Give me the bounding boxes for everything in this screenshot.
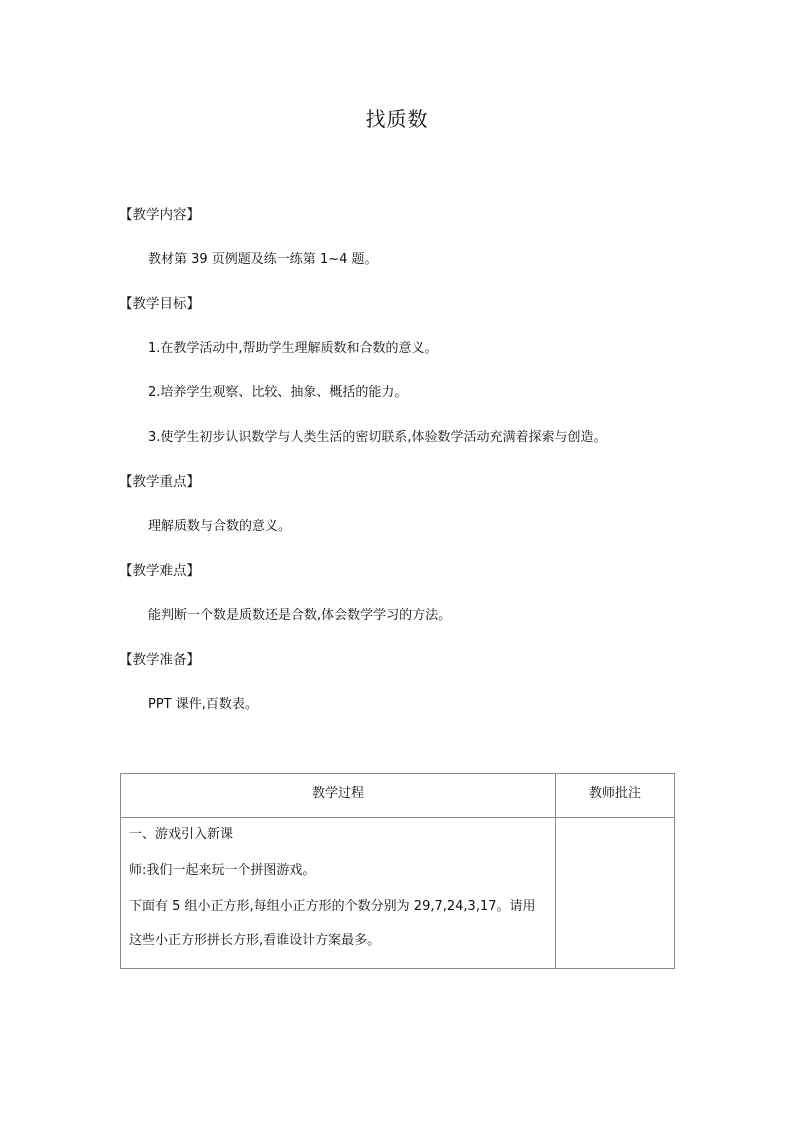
section-paragraph: 能判断一个数是质数还是合数,体会数学学习的方法。: [148, 608, 452, 623]
table-cell-process: [121, 818, 556, 969]
section-paragraph: 1.在教学活动中,帮助学生理解质数和合数的意义。: [148, 341, 438, 356]
section-paragraph: 3.使学生初步认识数学与人类生活的密切联系,体验数学活动充满着探索与创造。: [148, 430, 607, 445]
section-paragraph: 理解质数与合数的意义。: [148, 519, 292, 534]
section-heading-preparation: 【教学准备】: [119, 652, 200, 668]
section-heading-goals: 【教学目标】: [119, 296, 200, 312]
table-header-notes: 教师批注: [556, 774, 675, 818]
section-heading-content: 【教学内容】: [119, 207, 200, 223]
teaching-process-table: [120, 773, 675, 969]
section-paragraph: 2.培养学生观察、比较、抽象、概括的能力。: [148, 385, 408, 400]
table-row: [121, 818, 675, 969]
process-line: 一、游戏引入新课: [129, 827, 234, 842]
process-line: 师:我们一起来玩一个拼图游戏。: [129, 863, 316, 878]
table-header-row: [121, 774, 675, 818]
section-heading-difficulties: 【教学难点】: [119, 563, 200, 579]
section-paragraph: 教材第 39 页例题及练一练第 1~4 题。: [148, 252, 378, 267]
table-header-process: 教学过程: [121, 774, 556, 818]
section-paragraph: PPT 课件,百数表。: [148, 697, 258, 712]
page-title: 找质数: [365, 107, 429, 131]
section-heading-key-points: 【教学重点】: [119, 474, 200, 490]
table-cell-notes: [556, 818, 675, 969]
process-line: 下面有 5 组小正方形,每组小正方形的个数分别为 29,7,24,3,17。请用这些小正方形拼长方形,看谁设计方案最多。: [129, 899, 536, 948]
